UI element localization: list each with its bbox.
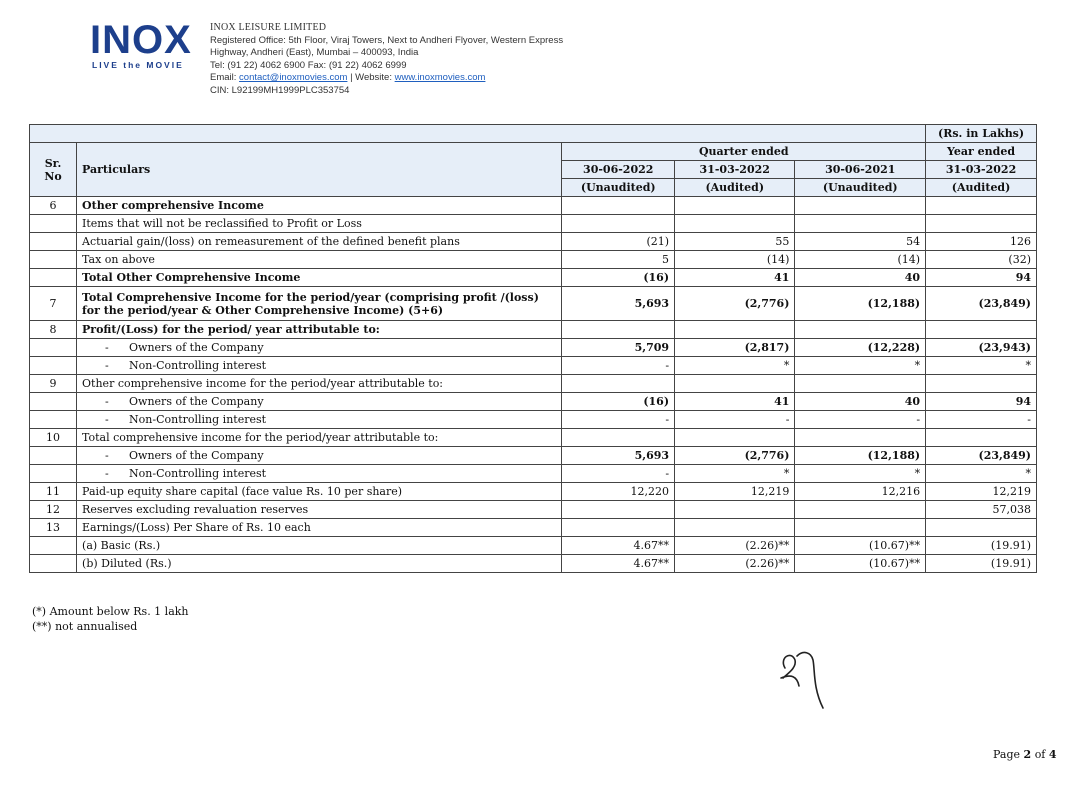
particulars-text: Owners of the Company — [129, 341, 264, 354]
letterhead — [90, 20, 890, 108]
value-cell: 41 — [675, 393, 795, 411]
value-cell: 94 — [926, 393, 1037, 411]
sr-no-cell — [30, 555, 77, 573]
table-row — [30, 537, 1037, 555]
list-dash: - — [105, 467, 109, 480]
particulars-cell: Total Other Comprehensive Income — [77, 269, 562, 287]
table-row — [30, 339, 1037, 357]
address-line-1: Registered Office: 5th Floor, Viraj Towers, Next to Andheri Flyover, Western Express — [210, 34, 564, 46]
sr-no-cell: 11 — [30, 483, 77, 501]
value-cell: (16) — [562, 393, 675, 411]
value-cell: (2,776) — [675, 447, 795, 465]
value-cell: - — [562, 357, 675, 375]
value-cell — [795, 375, 926, 393]
particulars-cell: (b) Diluted (Rs.) — [77, 555, 562, 573]
particulars-cell: Total comprehensive income for the period/year attributable to: — [77, 429, 562, 447]
table-row — [30, 357, 1037, 375]
value-cell — [675, 501, 795, 519]
value-cell: * — [926, 465, 1037, 483]
value-cell: (19.91) — [926, 537, 1037, 555]
value-cell: 57,038 — [926, 501, 1037, 519]
value-cell — [562, 197, 675, 215]
value-cell: 55 — [675, 233, 795, 251]
value-cell — [562, 375, 675, 393]
sr-no-cell: 12 — [30, 501, 77, 519]
value-cell — [675, 375, 795, 393]
table-row — [30, 393, 1037, 411]
value-cell — [562, 429, 675, 447]
column-date: 30-06-2021 — [795, 161, 926, 179]
particulars-text: Owners of the Company — [129, 395, 264, 408]
particulars-cell: Other comprehensive Income — [77, 197, 562, 215]
page-number — [993, 748, 1057, 761]
company-name: INOX LEISURE LIMITED — [210, 22, 327, 33]
table-row — [30, 411, 1037, 429]
value-cell — [926, 375, 1037, 393]
value-cell — [795, 429, 926, 447]
cin: CIN: L92199MH1999PLC353754 — [210, 84, 350, 96]
value-cell: 12,220 — [562, 483, 675, 501]
value-cell — [675, 519, 795, 537]
value-cell: (14) — [795, 251, 926, 269]
value-cell — [562, 321, 675, 339]
website-label: | Website: — [350, 72, 392, 84]
value-cell — [795, 215, 926, 233]
value-cell — [926, 519, 1037, 537]
column-status: (Unaudited) — [562, 179, 675, 197]
table-row — [30, 375, 1037, 393]
value-cell: 4.67** — [562, 537, 675, 555]
sr-no-cell — [30, 251, 77, 269]
value-cell: (12,228) — [795, 339, 926, 357]
list-dash: - — [105, 413, 109, 426]
table-row — [30, 321, 1037, 339]
footnote: (**) not annualised — [32, 620, 138, 633]
value-cell — [926, 215, 1037, 233]
phone-fax: Tel: (91 22) 4062 6900 Fax: (91 22) 4062 6999 — [210, 59, 407, 71]
sr-no-cell — [30, 537, 77, 555]
value-cell: * — [795, 465, 926, 483]
sr-no-cell — [30, 447, 77, 465]
particulars-text: Non-Controlling interest — [129, 467, 267, 480]
value-cell: (10.67)** — [795, 537, 926, 555]
logo-word: INOX — [90, 18, 192, 62]
table-row — [30, 483, 1037, 501]
column-status: (Unaudited) — [795, 179, 926, 197]
value-cell: 4.67** — [562, 555, 675, 573]
particulars-cell — [77, 465, 562, 483]
value-cell: 12,219 — [926, 483, 1037, 501]
value-cell: (2.26)** — [675, 555, 795, 573]
table-row — [30, 269, 1037, 287]
value-cell: 40 — [795, 393, 926, 411]
value-cell: (10.67)** — [795, 555, 926, 573]
sr-no-cell — [30, 215, 77, 233]
table-row — [30, 197, 1037, 215]
value-cell: (12,188) — [795, 287, 926, 321]
page-current: 2 — [1023, 748, 1032, 761]
table-row — [30, 429, 1037, 447]
table-row — [30, 501, 1037, 519]
particulars-cell: Paid-up equity share capital (face value Rs. 10 per share) — [77, 483, 562, 501]
particulars-text: Non-Controlling interest — [129, 359, 267, 372]
column-status: (Audited) — [926, 179, 1037, 197]
value-cell — [795, 501, 926, 519]
value-cell: (19.91) — [926, 555, 1037, 573]
value-cell — [562, 215, 675, 233]
value-cell: (21) — [562, 233, 675, 251]
list-dash: - — [105, 449, 109, 462]
particulars-cell: Other comprehensive income for the period/year attributable to: — [77, 375, 562, 393]
table-row — [30, 251, 1037, 269]
value-cell: * — [675, 465, 795, 483]
value-cell: 5 — [562, 251, 675, 269]
unit-row — [30, 125, 1037, 143]
particulars-text: Owners of the Company — [129, 449, 264, 462]
sr-no-header: Sr. No — [30, 143, 77, 197]
particulars-cell — [77, 447, 562, 465]
particulars-cell: Items that will not be reclassified to Profit or Loss — [77, 215, 562, 233]
table-row — [30, 287, 1037, 321]
sr-no-cell — [30, 233, 77, 251]
value-cell: - — [675, 411, 795, 429]
value-cell — [795, 197, 926, 215]
value-cell — [926, 321, 1037, 339]
year-ended-header: Year ended — [926, 143, 1037, 161]
value-cell — [675, 197, 795, 215]
sr-no-cell: 8 — [30, 321, 77, 339]
value-cell — [675, 215, 795, 233]
table-row — [30, 555, 1037, 573]
unit-label: (Rs. in Lakhs) — [926, 125, 1037, 143]
page-of: of — [1034, 748, 1046, 761]
particulars-cell: Tax on above — [77, 251, 562, 269]
table-row — [30, 519, 1037, 537]
value-cell: - — [795, 411, 926, 429]
signature — [777, 648, 833, 714]
sr-no-cell — [30, 465, 77, 483]
value-cell — [795, 519, 926, 537]
sr-no-cell: 7 — [30, 287, 77, 321]
value-cell: 41 — [675, 269, 795, 287]
particulars-cell: Profit/(Loss) for the period/ year attributable to: — [77, 321, 562, 339]
sr-no-cell — [30, 411, 77, 429]
particulars-cell: Earnings/(Loss) Per Share of Rs. 10 each — [77, 519, 562, 537]
value-cell: 54 — [795, 233, 926, 251]
sr-no-cell: 9 — [30, 375, 77, 393]
table-row — [30, 447, 1037, 465]
page-label: Page — [993, 748, 1021, 761]
contact-line — [210, 72, 563, 85]
value-cell: * — [675, 357, 795, 375]
particulars-cell — [77, 357, 562, 375]
value-cell — [675, 321, 795, 339]
inox-logo — [90, 20, 200, 80]
page-total: 4 — [1048, 748, 1057, 761]
value-cell: * — [926, 357, 1037, 375]
value-cell: - — [926, 411, 1037, 429]
value-cell: (23,849) — [926, 447, 1037, 465]
value-cell: (2,817) — [675, 339, 795, 357]
financial-results-table — [29, 124, 1037, 573]
sr-no-cell: 13 — [30, 519, 77, 537]
particulars-cell: Actuarial gain/(loss) on remeasurement of the defined benefit plans — [77, 233, 562, 251]
value-cell: (14) — [675, 251, 795, 269]
logo-tagline: LIVE the MOVIE — [92, 60, 184, 70]
value-cell: 94 — [926, 269, 1037, 287]
table-row — [30, 465, 1037, 483]
value-cell — [562, 501, 675, 519]
table-body — [30, 197, 1037, 573]
value-cell: (32) — [926, 251, 1037, 269]
value-cell: 5,693 — [562, 287, 675, 321]
list-dash: - — [105, 359, 109, 372]
value-cell — [562, 519, 675, 537]
value-cell: 12,216 — [795, 483, 926, 501]
value-cell: - — [562, 465, 675, 483]
address-line-2: Highway, Andheri (East), Mumbai – 400093, India — [210, 47, 419, 59]
value-cell: (2,776) — [675, 287, 795, 321]
particulars-cell — [77, 393, 562, 411]
footnotes — [32, 604, 189, 634]
value-cell: 5,693 — [562, 447, 675, 465]
particulars-cell — [77, 411, 562, 429]
value-cell: (16) — [562, 269, 675, 287]
list-dash: - — [105, 395, 109, 408]
header-row-1 — [30, 143, 1037, 161]
value-cell: 126 — [926, 233, 1037, 251]
quarter-ended-header: Quarter ended — [562, 143, 926, 161]
value-cell: (23,943) — [926, 339, 1037, 357]
column-date: 31-03-2022 — [675, 161, 795, 179]
value-cell: 5,709 — [562, 339, 675, 357]
sr-no-cell: 6 — [30, 197, 77, 215]
particulars-cell: (a) Basic (Rs.) — [77, 537, 562, 555]
table-row — [30, 233, 1037, 251]
value-cell — [675, 429, 795, 447]
footnote: (*) Amount below Rs. 1 lakh — [32, 605, 189, 618]
value-cell: (12,188) — [795, 447, 926, 465]
value-cell: 12,219 — [675, 483, 795, 501]
column-date: 30-06-2022 — [562, 161, 675, 179]
value-cell: * — [795, 357, 926, 375]
particulars-text: Non-Controlling interest — [129, 413, 267, 426]
list-dash: - — [105, 341, 109, 354]
value-cell — [926, 197, 1037, 215]
email-label: Email: — [210, 72, 237, 84]
particulars-cell: Reserves excluding revaluation reserves — [77, 501, 562, 519]
value-cell: 40 — [795, 269, 926, 287]
particulars-cell — [77, 339, 562, 357]
sr-no-cell — [30, 357, 77, 375]
sr-no-cell: 10 — [30, 429, 77, 447]
value-cell: (23,849) — [926, 287, 1037, 321]
sr-no-cell — [30, 393, 77, 411]
particulars-cell: Total Comprehensive Income for the period/year (comprising profit /(loss) for the period/year & Other Comprehensive Income) (5+6) — [77, 287, 562, 321]
value-cell — [926, 429, 1037, 447]
sr-no-cell — [30, 339, 77, 357]
company-details — [210, 22, 563, 98]
email-link[interactable]: contact@inoxmovies.com — [239, 72, 348, 84]
sr-no-cell — [30, 269, 77, 287]
particulars-header: Particulars — [77, 143, 562, 197]
value-cell: - — [562, 411, 675, 429]
column-date: 31-03-2022 — [926, 161, 1037, 179]
column-status: (Audited) — [675, 179, 795, 197]
table-row — [30, 215, 1037, 233]
website-link[interactable]: www.inoxmovies.com — [394, 72, 486, 84]
value-cell: (2.26)** — [675, 537, 795, 555]
value-cell — [795, 321, 926, 339]
